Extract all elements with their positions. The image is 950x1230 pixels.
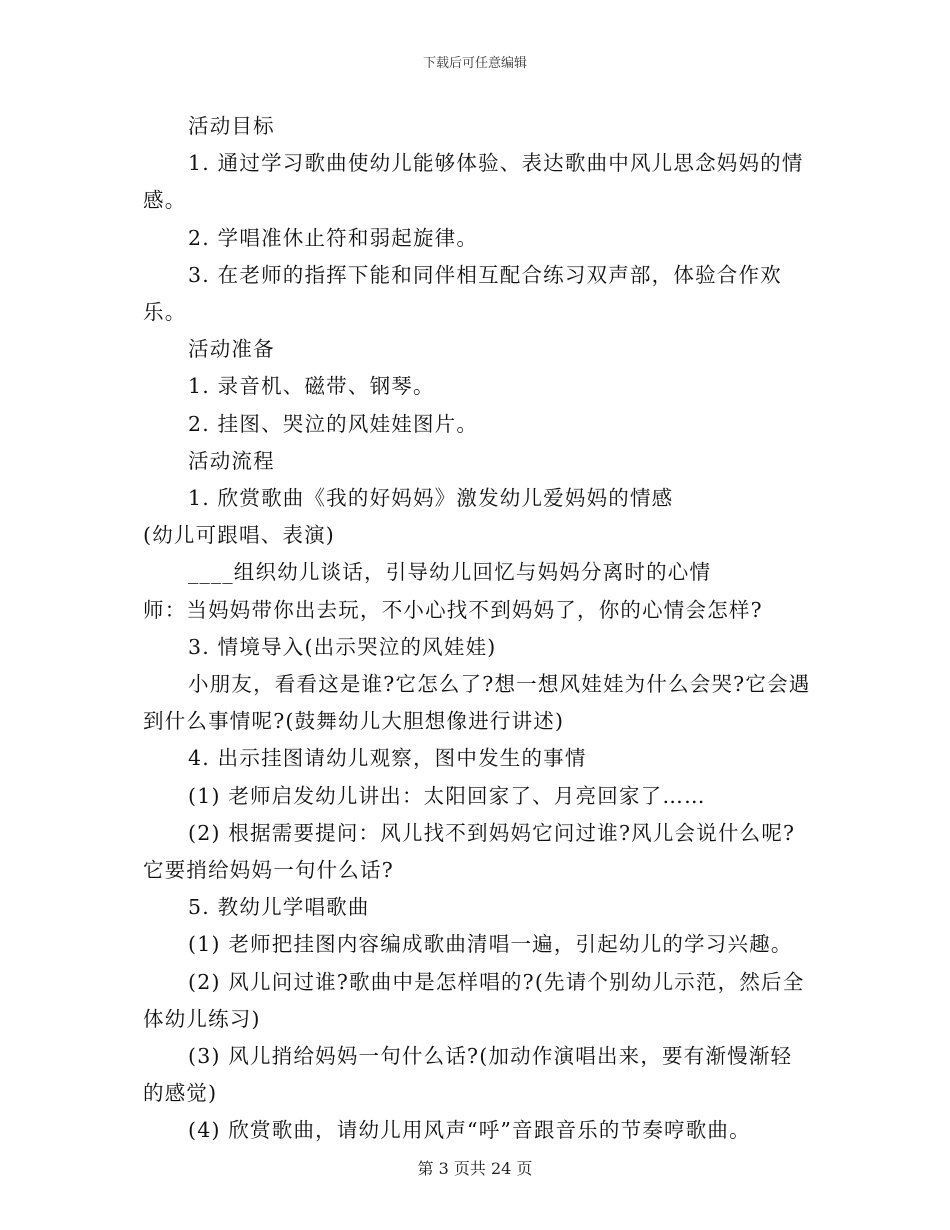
process-step-5-sub-1: (1) 老师把挂图内容编成歌曲清唱一遍，引起幼儿的学习兴趣。 bbox=[188, 932, 793, 957]
goal-item-3: 3. 在老师的指挥下能和同伴相互配合练习双声部，体验合作欢乐。 bbox=[143, 262, 782, 325]
process-step-5-sub-2: (2) 风儿问过谁?歌曲中是怎样唱的?(先请个别幼儿示范，然后全体幼儿练习) bbox=[143, 969, 805, 1031]
preparation-item-1: 1. 录音机、磁带、钢琴。 bbox=[188, 374, 435, 399]
process-step-4-sub-2: (2) 根据需要提问：风儿找不到妈妈它问过谁?风儿会说什么呢?它要捎给妈妈一句什么话? bbox=[143, 820, 796, 883]
page-footer: 第 3 页共 24 页 bbox=[417, 1159, 533, 1178]
process-step-4: 4. 出示挂图请幼儿观察，图中发生的事情 bbox=[188, 746, 587, 771]
preparation-item-2: 2. 挂图、哭泣的风娃娃图片。 bbox=[188, 411, 479, 436]
process-step-5: 5. 教幼儿学唱歌曲 bbox=[188, 895, 370, 920]
process-step-5-sub-4: (4) 欣赏歌曲，请幼儿用风声“呼”音跟音乐的节奏哼歌曲。 bbox=[188, 1118, 751, 1143]
process-step-4-sub-1: (1) 老师启发幼儿讲出：太阳回家了、月亮回家了…… bbox=[188, 783, 706, 808]
section-heading-goals: 活动目标 bbox=[188, 114, 275, 138]
goal-item-2: 2. 学唱准休止符和弱起旋律。 bbox=[188, 225, 479, 250]
process-step-3: 3. 情境导入(出示哭泣的风娃娃) bbox=[188, 634, 497, 659]
page-header: 下载后可任意编辑 bbox=[422, 56, 527, 71]
goal-item-1: 1. 通过学习歌曲使幼儿能够体验、表达歌曲中风儿思念妈妈的情感。 bbox=[143, 151, 804, 213]
process-step-2: ____组织幼儿谈话，引导幼儿回忆与妈妈分离时的心情 bbox=[188, 560, 712, 585]
process-step-3-text: 小朋友，看看这是谁?它怎么了?想一想风娃娃为什么会哭?它会遇到什么事情呢?(鼓舞幼儿大胆想像进行讲述) bbox=[143, 672, 811, 734]
teacher-question: 师：当妈妈带你出去玩，不小心找不到妈妈了，你的心情会怎样? bbox=[143, 597, 763, 622]
document-body bbox=[143, 108, 813, 1150]
section-heading-preparation: 活动准备 bbox=[188, 337, 275, 362]
process-step-1: 1. 欣赏歌曲《我的好妈妈》激发幼儿爱妈妈的情感 bbox=[188, 486, 674, 511]
process-step-5-sub-3: (3) 风儿捎给妈妈一句什么话?(加动作演唱出来，要有渐慢渐轻的感觉) bbox=[143, 1044, 793, 1106]
process-note: (幼儿可跟唱、表演) bbox=[143, 523, 335, 548]
section-heading-process: 活动流程 bbox=[188, 448, 275, 473]
